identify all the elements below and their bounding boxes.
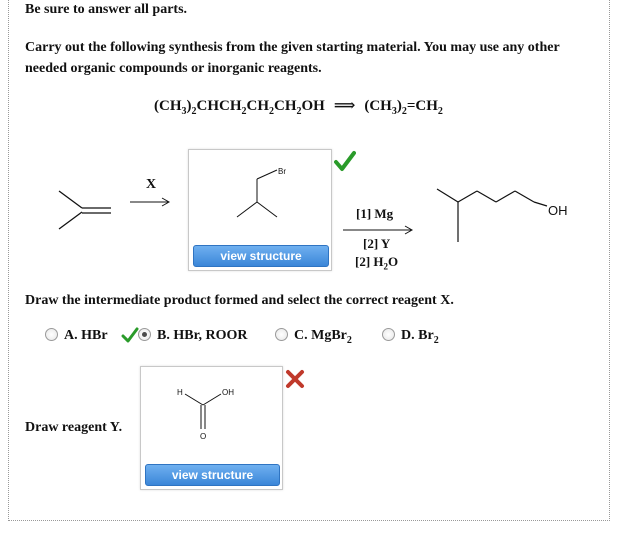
oh-atom-label: OH: [548, 203, 568, 218]
arrow-right-icon: [343, 224, 415, 236]
reaction-start: $(CH_3)_2CHCH_2CH_2CH_2OH$: [154, 98, 325, 117]
option-d-letter: D.: [401, 328, 415, 343]
header-text: Be sure to answer all parts.: [25, 2, 188, 17]
question1-text: Draw the intermediate product formed and select the correct reagent X.: [25, 293, 454, 308]
product-structure: [435, 185, 575, 245]
instructions-text: Carry out the following synthesis from the given starting material. You may use any other needed organic compounds or inorganic reagents.: [25, 40, 560, 76]
option-b-text: HBr, ROOR: [173, 328, 248, 343]
reaction-arrow-icon: ⟹: [333, 98, 356, 114]
arrow-right-icon: [130, 196, 172, 208]
view-structure-button-1[interactable]: view structure: [193, 245, 329, 267]
intermediate-structure-box[interactable]: [188, 149, 332, 271]
intermediate-structure: [189, 150, 331, 245]
question2-text: Draw reagent Y.: [25, 420, 123, 435]
option-a-letter: A.: [64, 328, 78, 343]
reagent-y-structure: [141, 367, 282, 462]
option-c-radio[interactable]: [275, 328, 288, 341]
step1-label: [1] Mg: [356, 206, 394, 221]
option-a-text: HBr: [81, 328, 108, 343]
h-atom-label: H: [177, 388, 183, 397]
step2-label: [2] Y: [363, 236, 391, 251]
view-structure-button-2[interactable]: view structure: [145, 464, 280, 486]
arrow-x-label: X: [146, 177, 157, 192]
incorrect-x-icon: [285, 369, 305, 389]
reaction-equation: [154, 96, 443, 117]
option-a[interactable]: [45, 328, 108, 344]
option-c-letter: C.: [294, 328, 308, 343]
option-b-letter: B.: [157, 328, 170, 343]
option-d[interactable]: D. $Br_2$: [382, 328, 439, 346]
correct-check-icon: [121, 327, 139, 343]
step3-label: [2] $H_2O$: [355, 254, 399, 272]
reaction-product: $(CH_3)_2=CH_2$: [364, 98, 443, 117]
starting-material-structure: [55, 185, 115, 235]
reagent-y-structure-box[interactable]: [140, 366, 283, 490]
oh-atom-label-y: OH: [222, 388, 234, 397]
br-atom-label: Br: [278, 167, 286, 176]
option-c[interactable]: C. MgBr$_2$: [275, 328, 352, 346]
correct-check-icon: [334, 150, 356, 172]
option-b[interactable]: [138, 328, 248, 344]
option-d-radio[interactable]: [382, 328, 395, 341]
option-b-radio[interactable]: [138, 328, 151, 341]
o-atom-label: O: [200, 432, 207, 441]
option-a-radio[interactable]: [45, 328, 58, 341]
